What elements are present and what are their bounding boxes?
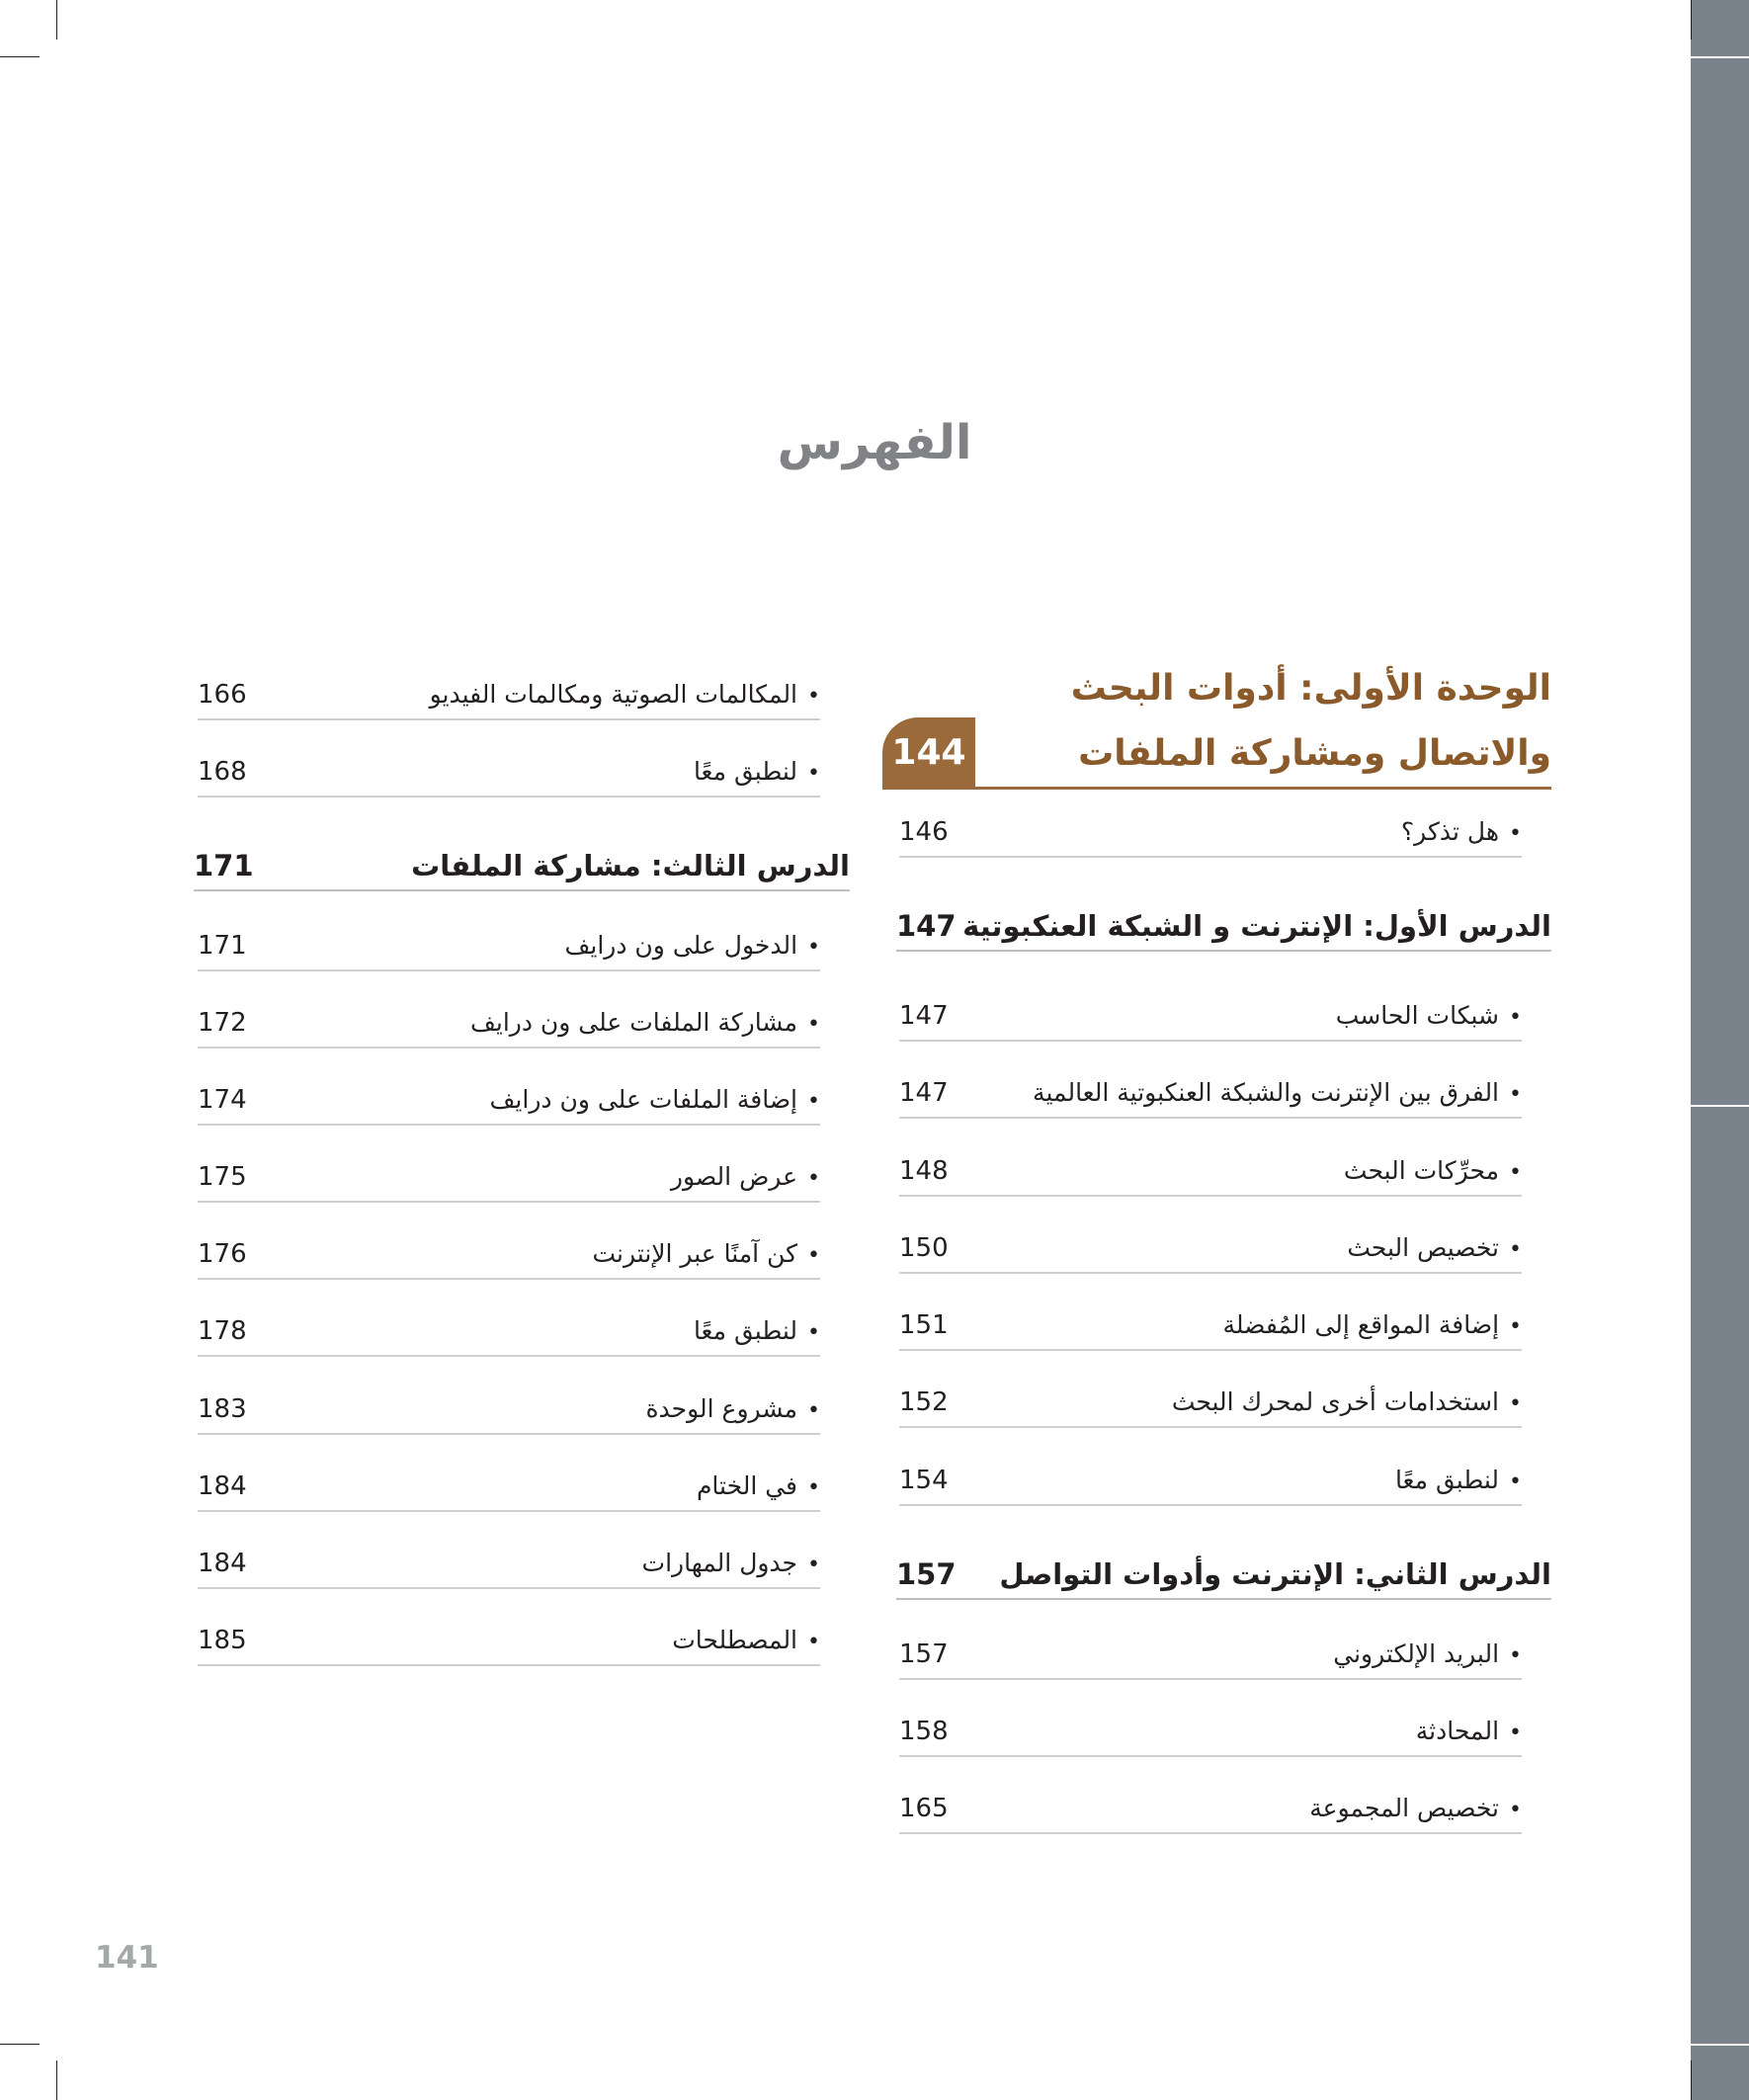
toc-rule xyxy=(198,1201,820,1203)
toc-entry[interactable] xyxy=(198,1542,820,1585)
unit-underline xyxy=(882,787,1551,790)
toc-entry-page: 147 xyxy=(899,1078,949,1108)
toc-entry-page: 150 xyxy=(899,1233,949,1263)
toc-entry-page: 146 xyxy=(899,817,949,847)
toc-entry-label: • المكالمات الصوتية ومكالمات الفيديو xyxy=(430,673,820,718)
toc-rule xyxy=(899,856,1522,858)
toc-entry-page: 151 xyxy=(899,1310,949,1340)
toc-lesson-label: الدرس الثاني: الإنترنت وأدوات التواصل xyxy=(999,1557,1551,1591)
toc-entry[interactable] xyxy=(198,1155,820,1199)
toc-rule xyxy=(198,1355,820,1357)
toc-entry-label: • استخدامات أخرى لمحرك البحث xyxy=(1172,1381,1522,1426)
crop-mark xyxy=(56,0,57,40)
page-edge-bar xyxy=(1691,0,1749,2100)
toc-entry-label: • في الختام xyxy=(697,1465,820,1510)
toc-rule xyxy=(899,1426,1522,1428)
toc-rule xyxy=(899,1678,1522,1680)
toc-entry[interactable] xyxy=(899,810,1522,854)
toc-entry-label: • هل تذكر؟ xyxy=(1401,810,1522,856)
crop-mark xyxy=(0,56,40,57)
toc-entry-page: 184 xyxy=(198,1549,247,1578)
toc-entry[interactable] xyxy=(899,1226,1522,1270)
toc-lesson-page: 147 xyxy=(896,909,957,943)
toc-entry[interactable] xyxy=(899,994,1522,1038)
toc-entry-label: • المحادثة xyxy=(1416,1710,1522,1755)
toc-entry[interactable] xyxy=(198,1232,820,1276)
toc-rule xyxy=(198,1278,820,1280)
toc-rule xyxy=(198,796,820,798)
toc-lesson[interactable] xyxy=(896,904,1551,948)
toc-entry-label: • كن آمنًا عبر الإنترنت xyxy=(592,1232,820,1278)
toc-lesson[interactable] xyxy=(896,1553,1551,1596)
toc-rule xyxy=(899,1195,1522,1197)
toc-entry-page: 176 xyxy=(198,1239,247,1269)
page-title: الفهرس xyxy=(777,415,972,470)
page-edge-notch xyxy=(1691,56,1749,58)
toc-entry-label: • الفرق بين الإنترنت والشبكة العنكبوتية العالمية xyxy=(1033,1071,1522,1117)
toc-entry-label: • إضافة المواقع إلى المُفضلة xyxy=(1222,1303,1522,1349)
toc-entry-page: 166 xyxy=(198,680,247,710)
toc-entry[interactable] xyxy=(899,1071,1522,1115)
toc-entry-label: • المصطلحات xyxy=(672,1619,820,1664)
toc-entry-label: • لنطبق معًا xyxy=(1395,1459,1522,1504)
toc-lesson-page: 157 xyxy=(896,1557,957,1591)
page-number: 141 xyxy=(95,1940,159,1975)
toc-entry-page: 148 xyxy=(899,1156,949,1186)
toc-lesson-page: 171 xyxy=(194,849,254,882)
page-edge-notch xyxy=(1691,2044,1749,2046)
toc-entry-label: • لنطبق معًا xyxy=(694,1309,820,1355)
toc-entry-page: 174 xyxy=(198,1085,247,1115)
toc-entry-page: 183 xyxy=(198,1394,247,1424)
toc-rule xyxy=(198,1587,820,1589)
toc-entry[interactable] xyxy=(899,1149,1522,1193)
toc-entry-page: 171 xyxy=(198,931,247,961)
toc-entry-page: 185 xyxy=(198,1626,247,1655)
toc-entry-label: • تخصيص المجموعة xyxy=(1309,1787,1522,1832)
toc-entry[interactable] xyxy=(198,1387,820,1431)
unit-title-line1: الوحدة الأولى: أدوات البحث xyxy=(1070,668,1551,709)
toc-entry-label: • محرِّكات البحث xyxy=(1344,1149,1522,1195)
toc-entry[interactable] xyxy=(899,1459,1522,1502)
toc-entry-label: • إضافة الملفات على ون درايف xyxy=(490,1078,820,1124)
toc-entry[interactable] xyxy=(198,1078,820,1122)
toc-rule xyxy=(198,1124,820,1126)
toc-rule xyxy=(896,1598,1551,1600)
toc-lesson-label: الدرس الأول: الإنترنت و الشبكة العنكبوتية xyxy=(962,909,1551,943)
toc-entry[interactable] xyxy=(198,1309,820,1353)
toc-rule xyxy=(896,950,1551,952)
toc-entry[interactable] xyxy=(198,1001,820,1045)
toc-entry-page: 165 xyxy=(899,1794,949,1823)
toc-entry-page: 172 xyxy=(198,1008,247,1038)
toc-entry[interactable] xyxy=(198,1619,820,1662)
toc-rule xyxy=(198,969,820,971)
toc-entry[interactable] xyxy=(198,924,820,967)
toc-entry-label: • شبكات الحاسب xyxy=(1336,994,1522,1040)
toc-rule xyxy=(899,1504,1522,1506)
toc-entry-page: 175 xyxy=(198,1162,247,1192)
toc-rule xyxy=(899,1349,1522,1351)
toc-rule xyxy=(899,1117,1522,1119)
toc-entry-page: 154 xyxy=(899,1466,949,1495)
toc-entry[interactable] xyxy=(899,1303,1522,1347)
toc-entry-label: • الدخول على ون درايف xyxy=(565,924,821,969)
toc-rule xyxy=(899,1272,1522,1274)
toc-entry[interactable] xyxy=(198,1465,820,1508)
toc-entry[interactable] xyxy=(899,1633,1522,1676)
toc-rule xyxy=(198,1047,820,1049)
toc-lesson-label: الدرس الثالث: مشاركة الملفات xyxy=(411,849,850,882)
toc-entry-page: 184 xyxy=(198,1471,247,1501)
unit-title-line2: والاتصال ومشاركة الملفات xyxy=(1078,733,1551,774)
crop-mark xyxy=(1691,0,1692,40)
toc-entry-label: • تخصيص البحث xyxy=(1347,1226,1522,1272)
crop-mark xyxy=(0,2044,40,2045)
toc-entry-label: • البريد الإلكتروني xyxy=(1333,1633,1522,1678)
page-edge-notch xyxy=(1691,1105,1749,1107)
toc-entry-page: 152 xyxy=(899,1387,949,1417)
toc-rule xyxy=(198,1510,820,1512)
toc-entry-page: 147 xyxy=(899,1001,949,1031)
crop-mark xyxy=(56,2060,57,2100)
toc-rule xyxy=(194,889,850,891)
toc-entry-page: 168 xyxy=(198,757,247,787)
toc-rule xyxy=(198,1664,820,1666)
unit-page-badge: 144 xyxy=(882,717,975,789)
toc-rule xyxy=(198,718,820,720)
toc-entry[interactable] xyxy=(899,1787,1522,1830)
crop-mark xyxy=(1691,2060,1692,2100)
toc-entry[interactable] xyxy=(899,1710,1522,1753)
toc-rule xyxy=(899,1755,1522,1757)
toc-entry-page: 157 xyxy=(899,1639,949,1669)
toc-entry-label: • جدول المهارات xyxy=(642,1542,820,1587)
toc-entry-label: • مشروع الوحدة xyxy=(645,1387,820,1433)
toc-rule xyxy=(899,1832,1522,1834)
toc-entry-label: • عرض الصور xyxy=(671,1155,820,1201)
toc-entry[interactable] xyxy=(198,750,820,794)
toc-rule xyxy=(198,1433,820,1435)
toc-entry[interactable] xyxy=(899,1381,1522,1424)
toc-entry[interactable] xyxy=(198,673,820,716)
toc-lesson[interactable] xyxy=(194,844,850,887)
toc-entry-label: • مشاركة الملفات على ون درايف xyxy=(470,1001,820,1047)
toc-rule xyxy=(899,1040,1522,1042)
toc-entry-label: • لنطبق معًا xyxy=(694,750,820,796)
toc-entry-page: 178 xyxy=(198,1316,247,1346)
toc-entry-page: 158 xyxy=(899,1717,949,1746)
